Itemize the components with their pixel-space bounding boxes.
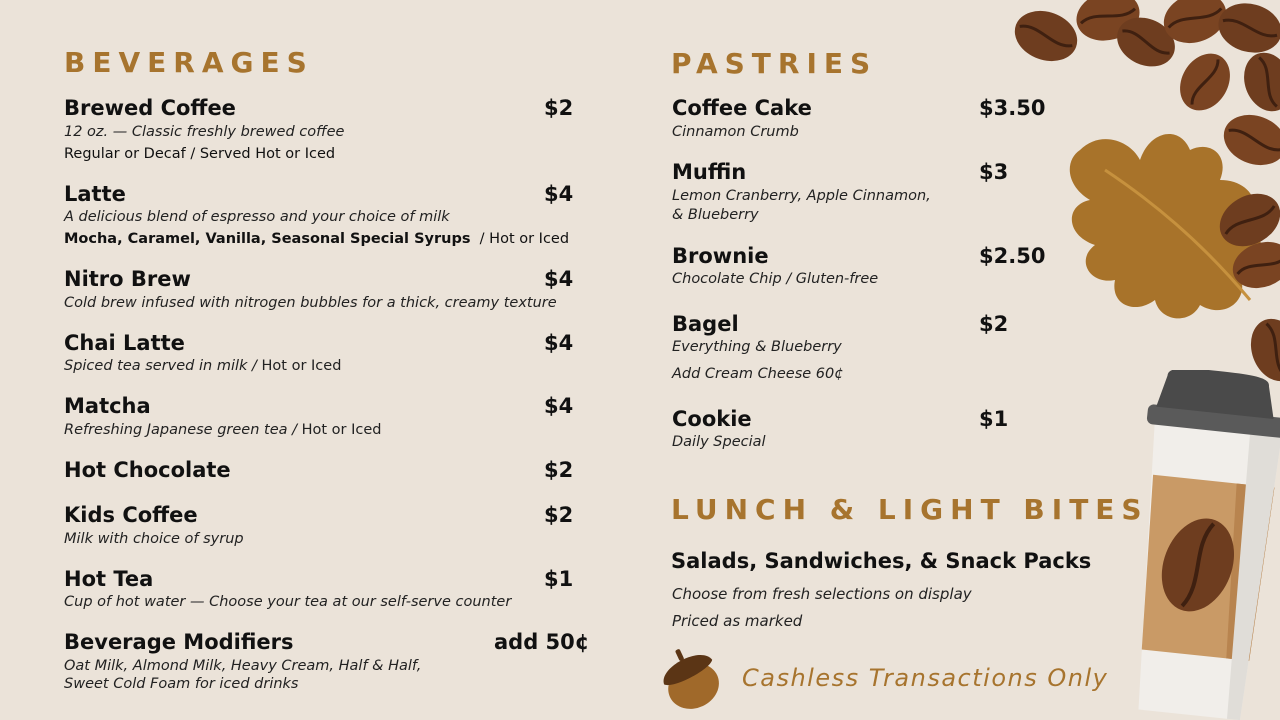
- syrup-options: Mocha, Caramel, Vanilla, Seasonal Special Syrups: [64, 231, 471, 247]
- item-price: $2.50: [979, 244, 1046, 268]
- item-price: $2: [544, 458, 574, 482]
- item-description: [64, 422, 382, 438]
- item-description: Cold brew infused with nitrogen bubbles for a thick, creamy texture: [64, 295, 557, 311]
- item-name: Latte: [64, 182, 126, 206]
- item-name: Cookie: [672, 407, 752, 431]
- item-price: $4: [544, 182, 574, 206]
- coffee-bean-icon: [1236, 46, 1280, 118]
- item-price: $1: [544, 567, 574, 591]
- item-description: 12 oz. — Classic freshly brewed coffee: [64, 124, 345, 140]
- item-options: Regular or Decaf / Served Hot or Iced: [64, 146, 336, 162]
- coffee-bean-icon: [1217, 107, 1280, 174]
- item-price: $4: [544, 331, 574, 355]
- item-price: $2: [979, 312, 1009, 336]
- item-price: $4: [544, 394, 574, 418]
- item-options: [64, 231, 569, 247]
- item-price: add 50¢: [494, 630, 590, 654]
- beverages-heading: BEVERAGES: [64, 46, 314, 79]
- item-description: A delicious blend of espresso and your choice of milk: [64, 209, 450, 225]
- temperature-options: / Hot or Iced: [479, 231, 570, 247]
- item-name: Bagel: [672, 312, 739, 336]
- item-price: $2: [544, 96, 574, 120]
- item-name: Brewed Coffee: [64, 96, 236, 120]
- temperature-options: Hot or Iced: [301, 422, 382, 438]
- coffee-beans: [1000, 0, 1280, 390]
- lunch-heading: LUNCH & LIGHT BITES: [671, 493, 1149, 526]
- item-name: Brownie: [672, 244, 769, 268]
- item-name: Coffee Cake: [672, 96, 812, 120]
- item-name: Muffin: [672, 160, 747, 184]
- item-name: Hot Chocolate: [64, 458, 231, 482]
- item-description-line2: & Blueberry: [672, 207, 759, 223]
- temperature-options: Hot or Iced: [261, 358, 342, 374]
- item-price: $4: [544, 267, 574, 291]
- item-name: Matcha: [64, 394, 151, 418]
- item-addon: Add Cream Cheese 60¢: [672, 366, 844, 382]
- pastries-heading: PASTRIES: [671, 47, 878, 80]
- item-price: $3.50: [979, 96, 1046, 120]
- item-description: Cinnamon Crumb: [672, 124, 799, 140]
- coffee-bean-icon: [1170, 45, 1240, 120]
- item-price: $1: [979, 407, 1009, 431]
- acorn-icon: [652, 642, 732, 714]
- item-price: $2: [544, 503, 574, 527]
- item-description: Cup of hot water — Choose your tea at our self-serve counter: [64, 594, 512, 610]
- description-text: Refreshing Japanese green tea /: [64, 422, 297, 438]
- cashless-notice: Cashless Transactions Only: [742, 664, 1109, 692]
- lunch-description: Choose from fresh selections on display: [672, 585, 972, 603]
- item-name: Nitro Brew: [64, 267, 191, 291]
- item-name: Chai Latte: [64, 331, 185, 355]
- item-description: Daily Special: [672, 434, 766, 450]
- description-text: Spiced tea served in milk /: [64, 358, 257, 374]
- item-description: [64, 358, 341, 374]
- item-price: $3: [979, 160, 1009, 184]
- coffee-bean-icon: [1008, 3, 1085, 70]
- item-description-line2: Sweet Cold Foam for iced drinks: [64, 676, 299, 692]
- item-description: Oat Milk, Almond Milk, Heavy Cream, Half & Half,: [64, 658, 422, 674]
- item-description: Chocolate Chip / Gluten-free: [672, 271, 879, 287]
- item-name: Kids Coffee: [64, 503, 198, 527]
- item-description: Lemon Cranberry, Apple Cinnamon,: [672, 188, 931, 204]
- item-name: Beverage Modifiers: [64, 630, 294, 654]
- lunch-title: Salads, Sandwiches, & Snack Packs: [671, 549, 1092, 573]
- item-description: Everything & Blueberry: [672, 339, 842, 355]
- item-description: Milk with choice of syrup: [64, 531, 244, 547]
- item-name: Hot Tea: [64, 567, 154, 591]
- coffee-cup-icon: [1120, 370, 1280, 720]
- lunch-pricing: Priced as marked: [672, 612, 803, 630]
